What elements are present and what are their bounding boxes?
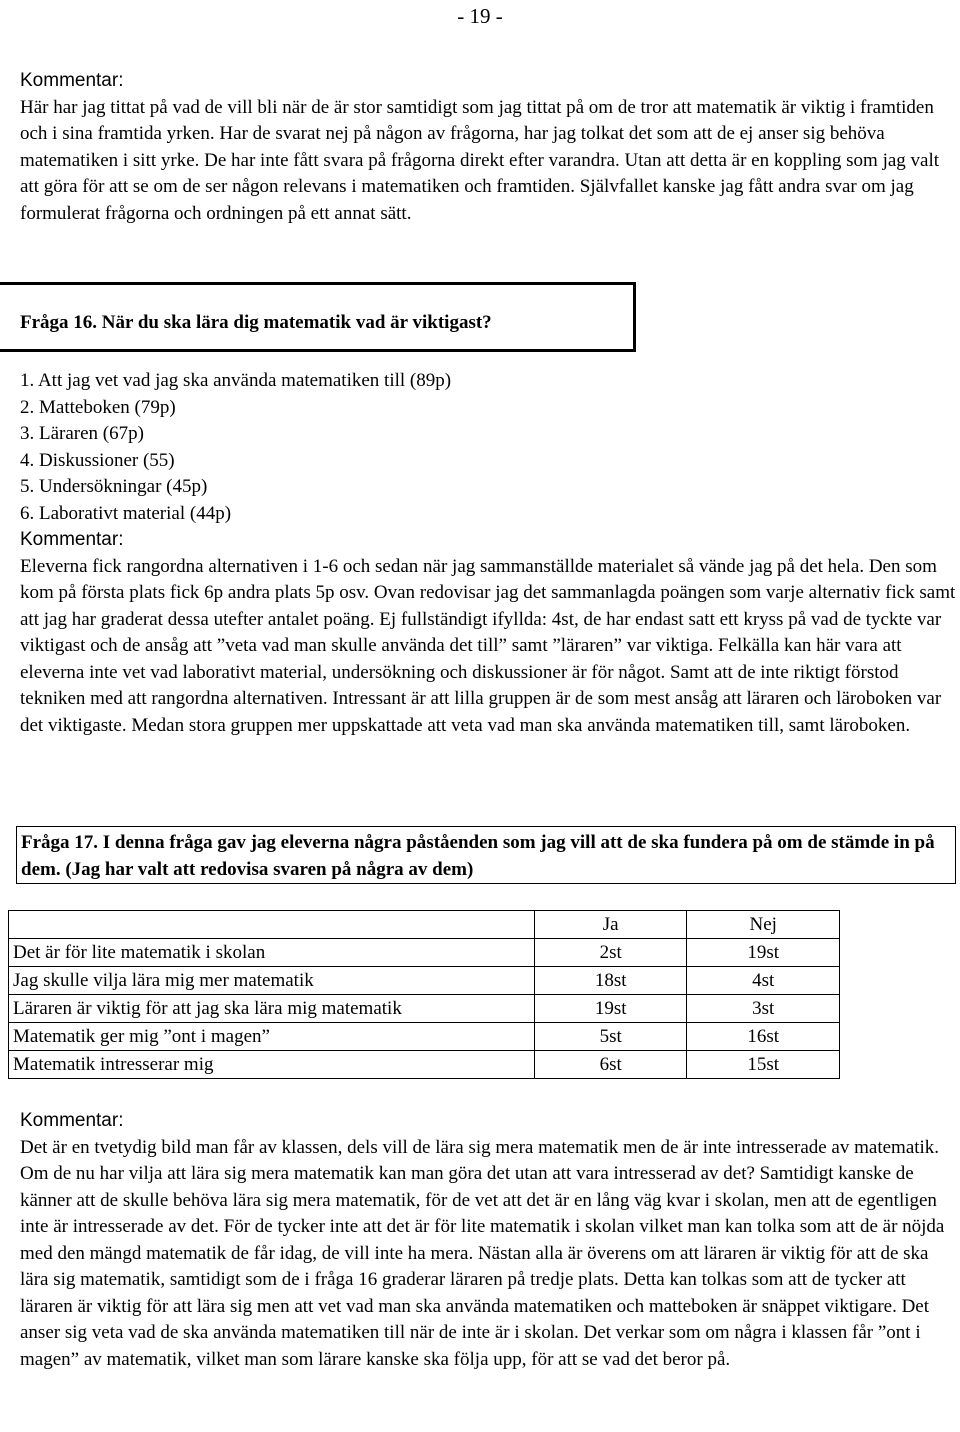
table-row [9,1051,840,1079]
row-yes: 5st [534,1023,687,1051]
row-yes: 18st [534,967,687,995]
ranking-item: 1. Att jag vet vad jag ska använda matematiken till (89p) [20,370,452,391]
question-17-box [16,826,956,884]
table-row [9,939,840,967]
header-no: Nej [687,911,840,939]
header-statement [9,911,535,939]
row-no: 4st [687,967,840,995]
comment-3 [20,1108,958,1373]
row-no: 19st [687,939,840,967]
row-statement: Läraren är viktig för att jag ska lära mig matematik [9,995,535,1023]
row-statement: Jag skulle vilja lära mig mer matematik [9,967,535,995]
row-statement: Matematik ger mig ”ont i magen” [9,1023,535,1051]
header-yes: Ja [534,911,687,939]
comment-3-label: Kommentar: [20,1110,124,1131]
comment-2-text: Eleverna fick rangordna alternativen i 1-6 och sedan när jag sammanställde materialet så vände jag på det hela. Den som kom på första plats fick 6p andra plats 5p osv. Ovan redovisar jag det sammanlagda poängen som varje alternativ fick samt att jag har graderat dessa utefter antalet poäng. Ej fullständigt ifyllda: 4st, de har endast satt ett kryss på vad de tyckte var viktigast och de ansåg att ”veta vad man skulle använda det till” samt ”läraren” var viktiga. Felkälla kan här vara att eleverna inte vet vad laborativt material, undersökning och diskussioner är för något. Samt att de inte riktigt förstod tekniken med att rangordna alternativen. Intressant är att lilla gruppen är de som mest ansåg att läraren och läroboken var det viktigaste. Medan stora gruppen mer uppskattade att veta vad man ska använda matematiken till, samt läroboken. [20,555,956,736]
ranking-item: 3. Läraren (67p) [20,423,144,444]
page-number: - 19 - [457,4,503,28]
ranking-item: 6. Laborativt material (44p) [20,502,232,524]
table-row [9,995,840,1023]
row-yes: 6st [534,1051,687,1079]
comment-1-text: Här har jag tittat på vad de vill bli när de är stor samtidigt som jag tittat på om de tror att matematik är viktig i framtiden och i sina framtida yrken. Har de svarat nej på någon av frågorna, har jag tolkat det som att de ej anser sig behöva matematiken i sitt yrke. De har inte fått svara på frågorna direkt efter varandra. Utan att detta är en koppling som jag valt att göra för att se om de ser någon relevans i matematiken och framtiden. Självfallet kanske jag fått andra svar om jag formulerat frågorna och ordningen på ett annat sätt. [20,96,940,224]
survey-table [8,910,840,1079]
question-17-title: Fråga 17. I denna fråga gav jag eleverna några påståenden som jag vill att de ska fundera på om de stämde in på dem. (Jag har valt att redovisa svaren på några av dem) [21,832,935,880]
comment-2 [20,527,958,739]
row-statement: Matematik intresserar mig [9,1051,535,1079]
question-16-title: Fråga 16. När du ska lära dig matematik vad är viktigast? [20,312,492,333]
table-header-row [9,911,840,939]
comment-1 [20,68,958,227]
ranking-item: 2. Matteboken (79p) [20,396,176,418]
ranking-item: 4. Diskussioner (55) [20,449,175,471]
row-yes: 19st [534,995,687,1023]
comment-1-label: Kommentar: [20,70,124,91]
row-no: 16st [687,1023,840,1051]
comment-2-label: Kommentar: [20,529,124,550]
ranking-list [20,368,451,527]
row-no: 3st [687,995,840,1023]
ranking-item: 5. Undersökningar (45p) [20,476,208,497]
row-statement: Det är för lite matematik i skolan [9,939,535,967]
table-row [9,1023,840,1051]
table-row [9,967,840,995]
row-yes: 2st [534,939,687,967]
comment-3-text: Det är en tvetydig bild man får av klassen, dels vill de lära sig mera matematik men de är inte intresserade av matematik. Om de nu har vilja att lära sig mera matematik kan man göra det utan att vara intresserad av det? Samtidigt kanske de känner att de skulle behöva lära sig mera matematik, för de vet att det är en lång väg kvar i skolan, men att de egentligen inte är intresserade av det. För de tycker inte att det är för lite matematik i skolan vilket man kan tolka som att de är nöjda med den mängd matematik de får idag, de vill inte ha mera. Nästan alla är överens om att läraren är viktig för att de ska lära sig matematik, samtidigt som de i fråga 16 graderar läraren på tredje plats. Detta kan tolkas som att de tycker att läraren är viktig för att lära sig men att vet vad man ska använda matematiken och matteboken är snäppet viktigare. Det anser sig veta vad de ska använda matematiken till när de inte är i skolan. Det verkar som om några i klassen får ”ont i magen” av matematik, vilket man som lärare kanske ska följa upp, för att se vad det beror på. [20,1136,945,1370]
row-no: 15st [687,1051,840,1079]
